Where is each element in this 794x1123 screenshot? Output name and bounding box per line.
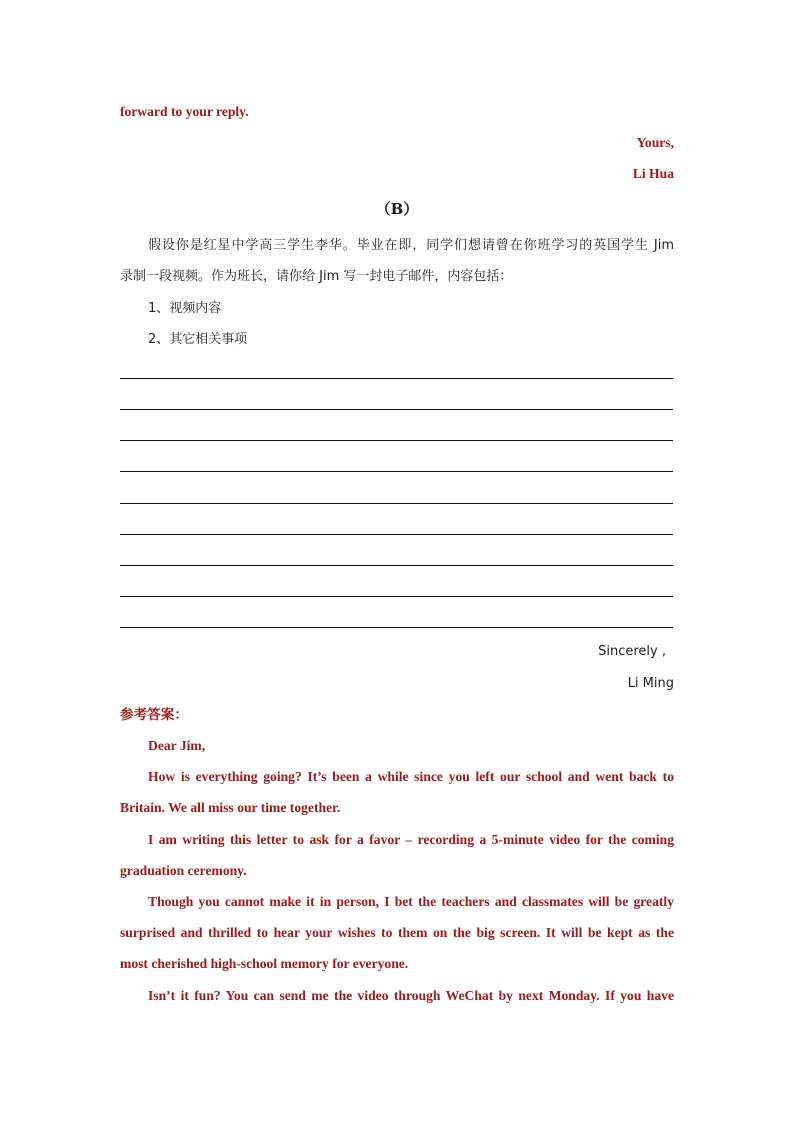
section-b-heading: （B）: [375, 200, 419, 218]
writing-prompt-line-2: 录制一段视频。作为班长，请你给 Jim 写一封电子邮件，内容包括：: [120, 269, 513, 284]
writing-line: [120, 440, 673, 441]
writing-line: [120, 409, 673, 410]
previous-letter-signature: Li Hua: [632, 166, 674, 181]
answer-line: How is everything going? It’s been a while since you left our school and went back to: [148, 769, 674, 784]
prompt-point-2: 2、其它相关事项: [148, 332, 248, 347]
answer-line: Britain. We all miss our time together.: [120, 800, 341, 815]
letter-signature: Li Ming: [627, 676, 674, 691]
writing-line: [120, 471, 673, 472]
writing-line: [120, 503, 673, 504]
answer-line: Isn’t it fun? You can send me the video through WeChat by next Monday. If you have: [148, 988, 674, 1003]
prompt-point-1: 1、视频内容: [148, 301, 222, 316]
writing-line: [120, 627, 673, 628]
writing-line: [120, 596, 673, 597]
answer-line: Though you cannot make it in person, I bet the teachers and classmates will be greatly: [148, 894, 674, 909]
answer-line: most cherished high-school memory for everyone.: [120, 956, 409, 971]
writing-prompt-line-1: 假设你是红星中学高三学生李华。毕业在即，同学们想请曾在你班学习的英国学生 Jim: [148, 238, 674, 253]
answer-line: graduation ceremony.: [120, 863, 247, 878]
writing-line: [120, 565, 673, 566]
writing-line: [120, 378, 673, 379]
writing-line: [120, 534, 673, 535]
answer-line: I am writing this letter to ask for a favor – recording a 5-minute video for the coming: [148, 832, 674, 847]
previous-letter-closing: Yours,: [636, 135, 674, 150]
reference-answer-label: 参考答案：: [120, 707, 188, 722]
previous-letter-tail: forward to your reply.: [120, 104, 249, 119]
letter-closing: Sincerely ,: [598, 644, 666, 659]
answer-greeting: Dear Jim,: [148, 738, 206, 753]
answer-line: surprised and thrilled to hear your wishes to them on the big screen. It will be kept as the: [120, 925, 674, 940]
